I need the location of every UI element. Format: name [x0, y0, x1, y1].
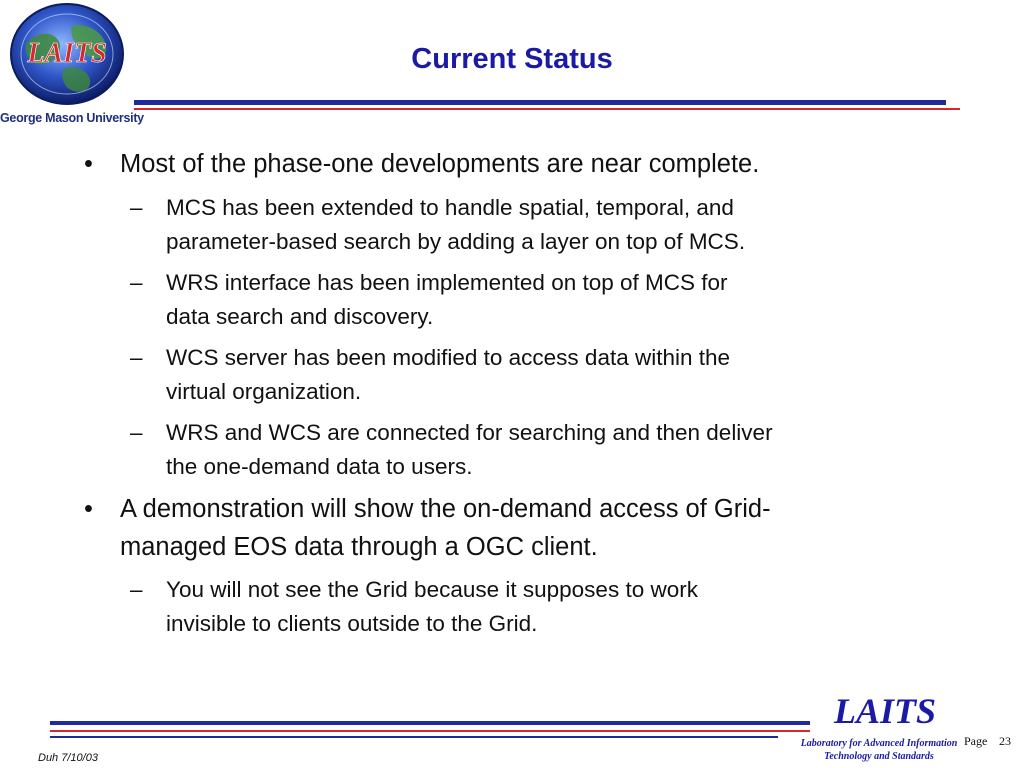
sub-bullet-item [130, 266, 930, 334]
bullet-text: Most of the phase-one developments are near complete. [120, 150, 760, 178]
sub-bullet-item [130, 341, 930, 409]
bullet-line: managed EOS data through a OGC client. [120, 533, 598, 561]
sub-bullet-line: WRS and WCS are connected for searching and then deliver [166, 420, 773, 445]
dash-mark: – [130, 345, 143, 370]
footer-rule-blue-thin [50, 736, 778, 738]
sub-bullet-line: data search and discovery. [166, 304, 434, 329]
sub-bullet-item [130, 573, 930, 641]
sub-bullet-line: WRS interface has been implemented on top of MCS for [166, 270, 728, 295]
bullet-item [84, 490, 964, 566]
bullet-mark: • [84, 150, 93, 178]
sub-bullet-line: You will not see the Grid because it supposes to work [166, 577, 698, 602]
sub-bullet-line: virtual organization. [166, 379, 362, 404]
sub-bullet-line: the one-demand data to users. [166, 454, 473, 479]
footer-brand: LAITS [834, 691, 937, 731]
page-number: 23 [999, 734, 1011, 748]
bullet-mark: • [84, 495, 93, 523]
dash-mark: – [130, 270, 143, 295]
sub-bullet-line: invisible to clients outside to the Grid. [166, 611, 538, 636]
sub-bullet-item [130, 191, 930, 259]
lab-name-line: Laboratory for Advanced Information [800, 738, 958, 749]
footer-author-date: Duh 7/10/03 [38, 752, 98, 764]
footer-rule-red [50, 730, 810, 732]
sub-bullet-line: WCS server has been modified to access data within the [166, 345, 731, 370]
lab-name-line: Technology and Standards [824, 751, 934, 762]
sub-bullet-item [130, 416, 930, 484]
footer-lab-name [786, 737, 972, 763]
slide-title: Current Status [411, 43, 613, 75]
logo-caption: George Mason University [0, 111, 144, 125]
sub-bullet-line: MCS has been extended to handle spatial, temporal, and [166, 195, 734, 220]
dash-mark: – [130, 577, 143, 602]
bullet-line: A demonstration will show the on-demand access of Grid- [120, 495, 771, 523]
logo-wordmark: LAITS [27, 38, 107, 69]
dash-mark: – [130, 420, 143, 445]
footer-rule-blue [50, 721, 810, 725]
bullet-item [84, 145, 964, 183]
sub-bullet-line: parameter-based search by adding a layer on top of MCS. [166, 229, 746, 254]
page-label: Page [964, 734, 988, 748]
dash-mark: – [130, 195, 143, 220]
